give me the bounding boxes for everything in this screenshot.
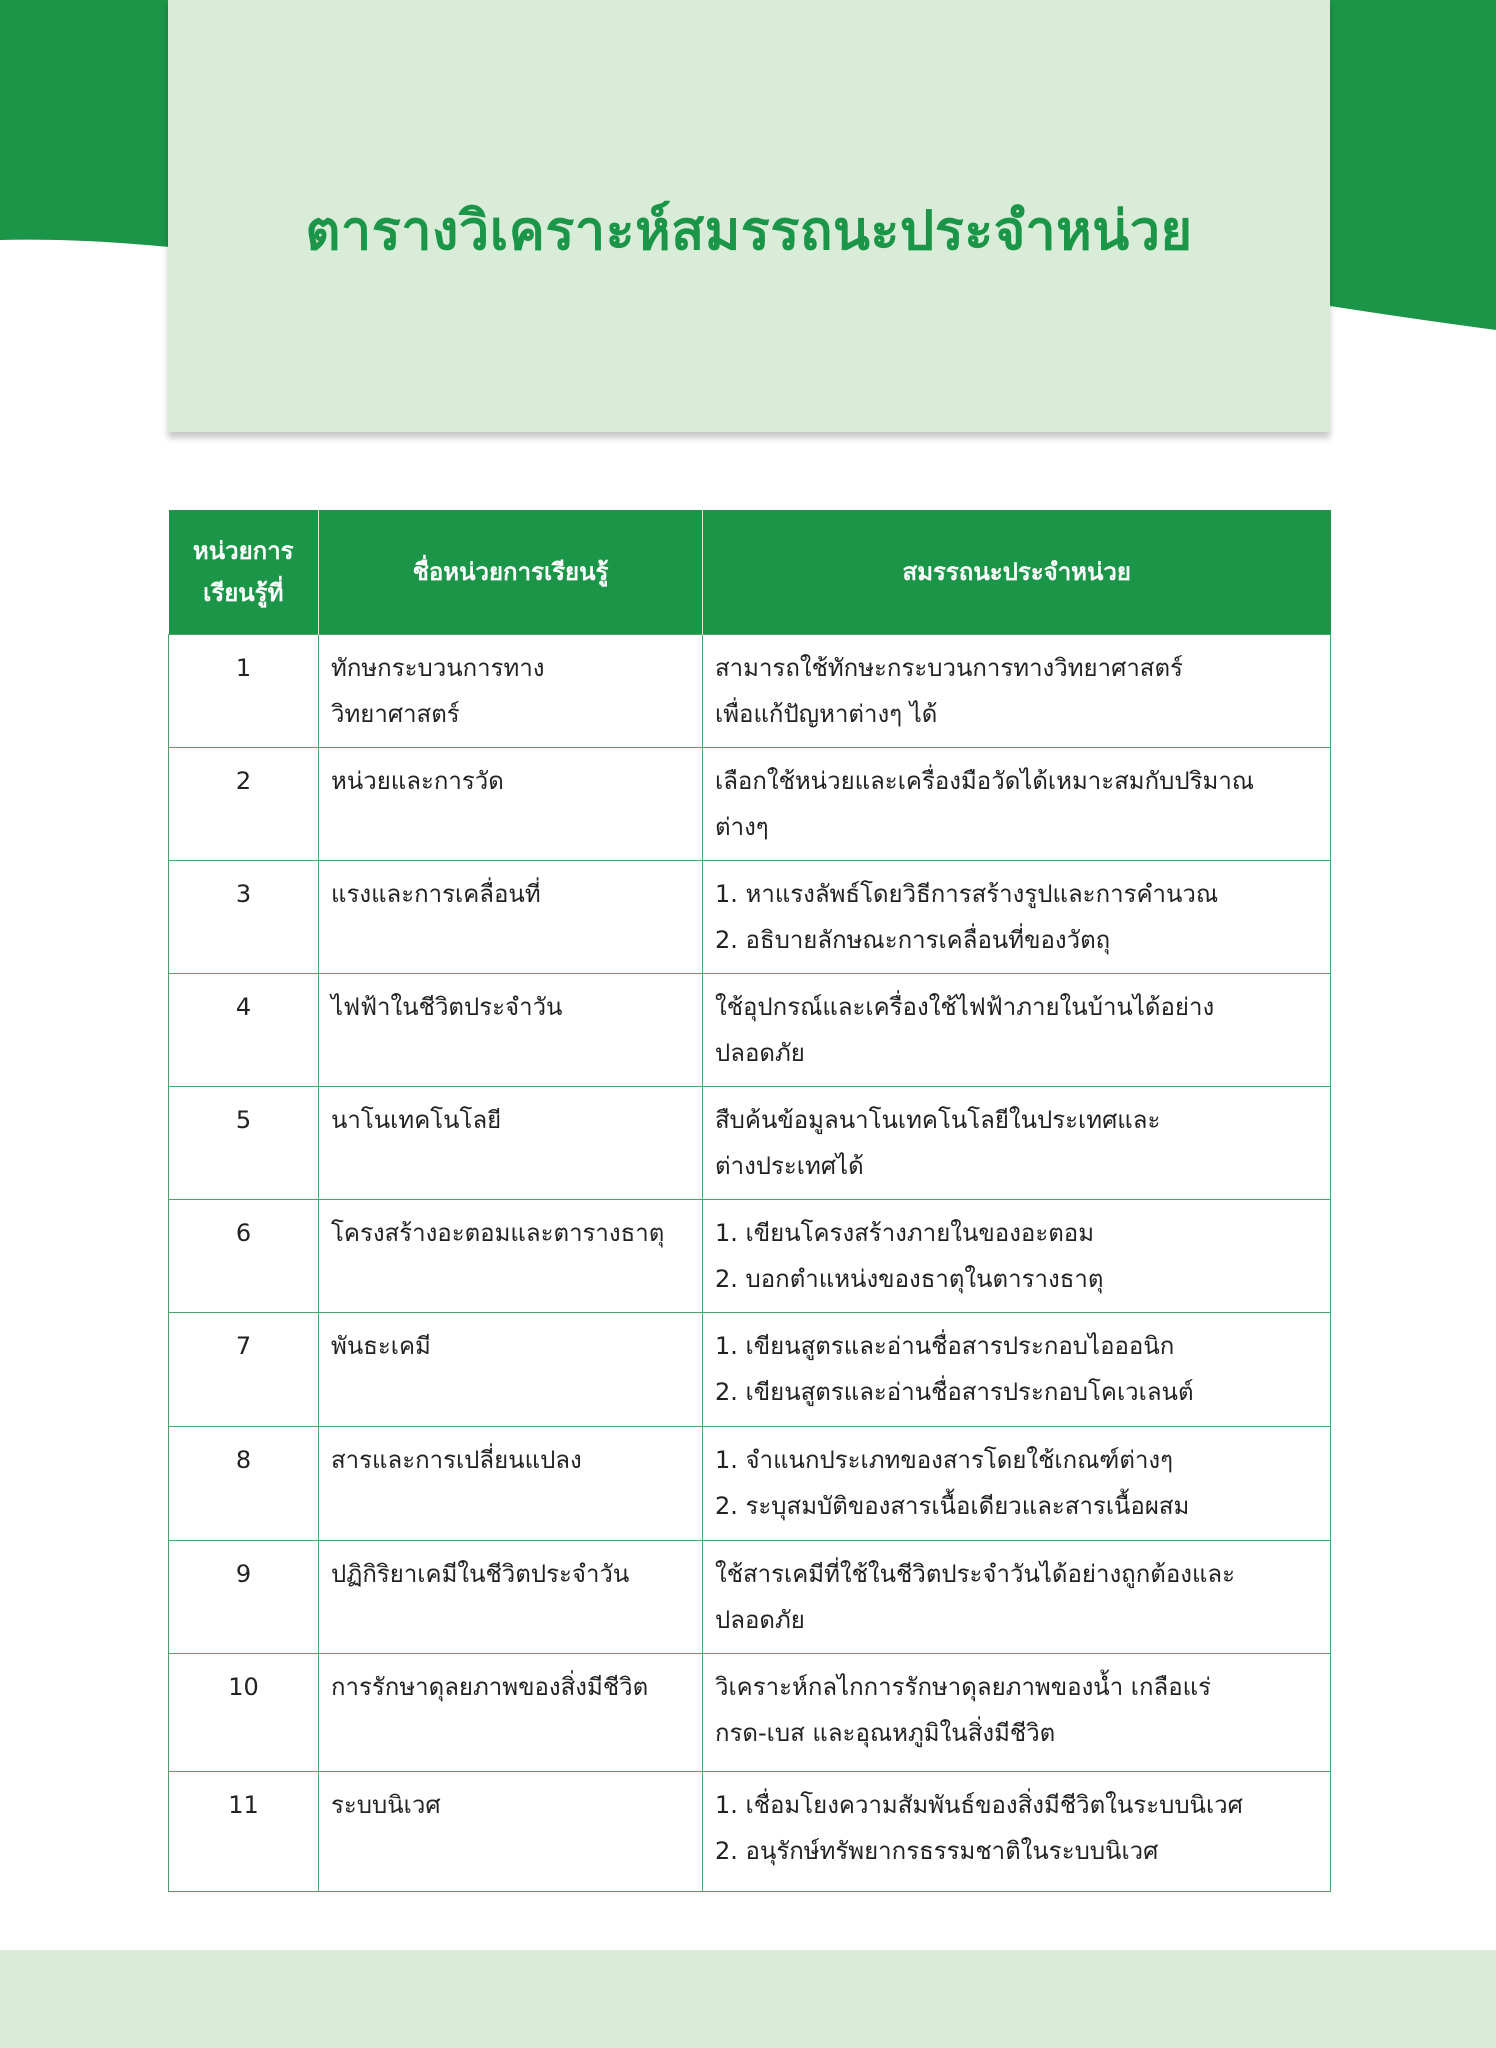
unit-name-line: ปฏิกิริยาเคมีในชีวิตประจำวัน — [331, 1560, 630, 1588]
table-row — [169, 861, 1331, 974]
competency-line: 1. จำแนกประเภทของสารโดยใช้เกณฑ์ต่างๆ — [715, 1446, 1174, 1474]
unit-name-line: ระบบนิเวศ — [331, 1791, 441, 1819]
unit-name-line: ไฟฟ้าในชีวิตประจำวัน — [331, 993, 563, 1021]
header-unit-line-1: หน่วยการ — [192, 537, 294, 565]
unit-name-cell — [319, 748, 703, 861]
header-unit-name: ชื่อหน่วยการเรียนรู้ — [319, 510, 703, 635]
table-header-row — [169, 510, 1331, 635]
table-row — [169, 1200, 1331, 1313]
unit-number-cell: 10 — [169, 1654, 319, 1772]
unit-number-cell: 4 — [169, 974, 319, 1087]
unit-number-cell: 1 — [169, 635, 319, 748]
table-row — [169, 635, 1331, 748]
competency-line: 2. ระบุสมบัติของสารเนื้อเดียวและสารเนื้อผสม — [715, 1492, 1190, 1520]
competency-line: 1. เขียนสูตรและอ่านชื่อสารประกอบไอออนิก — [715, 1332, 1175, 1360]
header-unit-line-2: เรียนรู้ที่ — [203, 579, 284, 607]
competency-line: 2. บอกตำแหน่งของธาตุในตารางธาตุ — [715, 1265, 1104, 1293]
competency-cell — [703, 1087, 1331, 1200]
unit-name-cell — [319, 974, 703, 1087]
unit-name-cell — [319, 1654, 703, 1772]
unit-name-line: พันธะเคมี — [331, 1332, 431, 1360]
competency-table-container — [168, 510, 1330, 1892]
competency-cell — [703, 1654, 1331, 1772]
competency-cell — [703, 974, 1331, 1087]
unit-number-cell: 6 — [169, 1200, 319, 1313]
unit-name-cell — [319, 635, 703, 748]
competency-line: ต่างๆ — [715, 813, 769, 841]
bottom-band — [0, 1950, 1496, 2048]
header-competency: สมรรถนะประจำหน่วย — [703, 510, 1331, 635]
unit-name-line: วิทยาศาสตร์ — [331, 700, 460, 728]
unit-name-cell — [319, 861, 703, 974]
competency-line: 1. เชื่อมโยงความสัมพันธ์ของสิ่งมีชีวิตในระบบนิเวศ — [715, 1791, 1243, 1819]
unit-number-cell: 3 — [169, 861, 319, 974]
competency-cell — [703, 748, 1331, 861]
unit-number-cell: 11 — [169, 1772, 319, 1892]
competency-cell — [703, 1200, 1331, 1313]
right-green-wave — [1320, 0, 1496, 330]
competency-cell — [703, 1772, 1331, 1892]
unit-number-cell: 7 — [169, 1313, 319, 1427]
unit-name-cell — [319, 1200, 703, 1313]
competency-line: 1. หาแรงลัพธ์โดยวิธีการสร้างรูปและการคำนวณ — [715, 880, 1219, 908]
competency-line: กรด-เบส และอุณหภูมิในสิ่งมีชีวิต — [715, 1719, 1056, 1747]
unit-name-line: นาโนเทคโนโลยี — [331, 1106, 502, 1134]
competency-cell — [703, 1427, 1331, 1541]
competency-line: ใช้สารเคมีที่ใช้ในชีวิตประจำวันได้อย่างถูกต้องและ — [715, 1560, 1236, 1588]
competency-line: ปลอดภัย — [715, 1606, 805, 1634]
competency-line: 2. อธิบายลักษณะการเคลื่อนที่ของวัตถุ — [715, 926, 1111, 954]
unit-name-line: การรักษาดุลยภาพของสิ่งมีชีวิต — [331, 1673, 649, 1701]
table-body — [169, 635, 1331, 1892]
competency-cell — [703, 1313, 1331, 1427]
page-title: ตารางวิเคราะห์สมรรถนะประจำหน่วย — [305, 199, 1193, 262]
unit-number-cell: 9 — [169, 1541, 319, 1654]
table-row — [169, 1087, 1331, 1200]
unit-name-line: โครงสร้างอะตอมและตารางธาตุ — [331, 1219, 665, 1247]
competency-cell — [703, 635, 1331, 748]
unit-number-cell: 2 — [169, 748, 319, 861]
competency-cell — [703, 861, 1331, 974]
unit-name-line: หน่วยและการวัด — [331, 767, 504, 795]
competency-line: ต่างประเทศได้ — [715, 1152, 864, 1180]
unit-name-cell — [319, 1541, 703, 1654]
competency-line: 2. อนุรักษ์ทรัพยากรธรรมชาติในระบบนิเวศ — [715, 1837, 1159, 1865]
table-row — [169, 974, 1331, 1087]
table-row — [169, 1427, 1331, 1541]
unit-name-cell — [319, 1772, 703, 1892]
table-row — [169, 1313, 1331, 1427]
competency-line: เลือกใช้หน่วยและเครื่องมือวัดได้เหมาะสมกับปริมาณ — [715, 767, 1255, 795]
competency-line: ใช้อุปกรณ์และเครื่องใช้ไฟฟ้าภายในบ้านได้อย่าง — [715, 993, 1215, 1021]
competency-line: สืบค้นข้อมูลนาโนเทคโนโลยีในประเทศและ — [715, 1106, 1161, 1134]
unit-name-line: แรงและการเคลื่อนที่ — [331, 880, 541, 908]
title-card — [168, 0, 1330, 432]
competency-line: ปลอดภัย — [715, 1039, 805, 1067]
competency-line: สามารถใช้ทักษะกระบวนการทางวิทยาศาสตร์ — [715, 654, 1183, 682]
competency-table — [168, 510, 1331, 1892]
table-row — [169, 1772, 1331, 1892]
unit-number-cell: 5 — [169, 1087, 319, 1200]
left-green-wave — [0, 0, 180, 248]
competency-cell — [703, 1541, 1331, 1654]
table-row — [169, 1541, 1331, 1654]
unit-number-cell: 8 — [169, 1427, 319, 1541]
unit-name-line: ทักษกระบวนการทาง — [331, 654, 545, 682]
header-unit-number — [169, 510, 319, 635]
competency-line: 2. เขียนสูตรและอ่านชื่อสารประกอบโคเวเลนต์ — [715, 1378, 1194, 1406]
table-row — [169, 748, 1331, 861]
unit-name-cell — [319, 1087, 703, 1200]
competency-line: วิเคราะห์กลไกการรักษาดุลยภาพของน้ำ เกลือแร่ — [715, 1673, 1212, 1701]
unit-name-cell — [319, 1427, 703, 1541]
competency-line: 1. เขียนโครงสร้างภายในของอะตอม — [715, 1219, 1095, 1247]
unit-name-cell — [319, 1313, 703, 1427]
table-row — [169, 1654, 1331, 1772]
competency-line: เพื่อแก้ปัญหาต่างๆ ได้ — [715, 700, 938, 728]
unit-name-line: สารและการเปลี่ยนแปลง — [331, 1446, 582, 1474]
